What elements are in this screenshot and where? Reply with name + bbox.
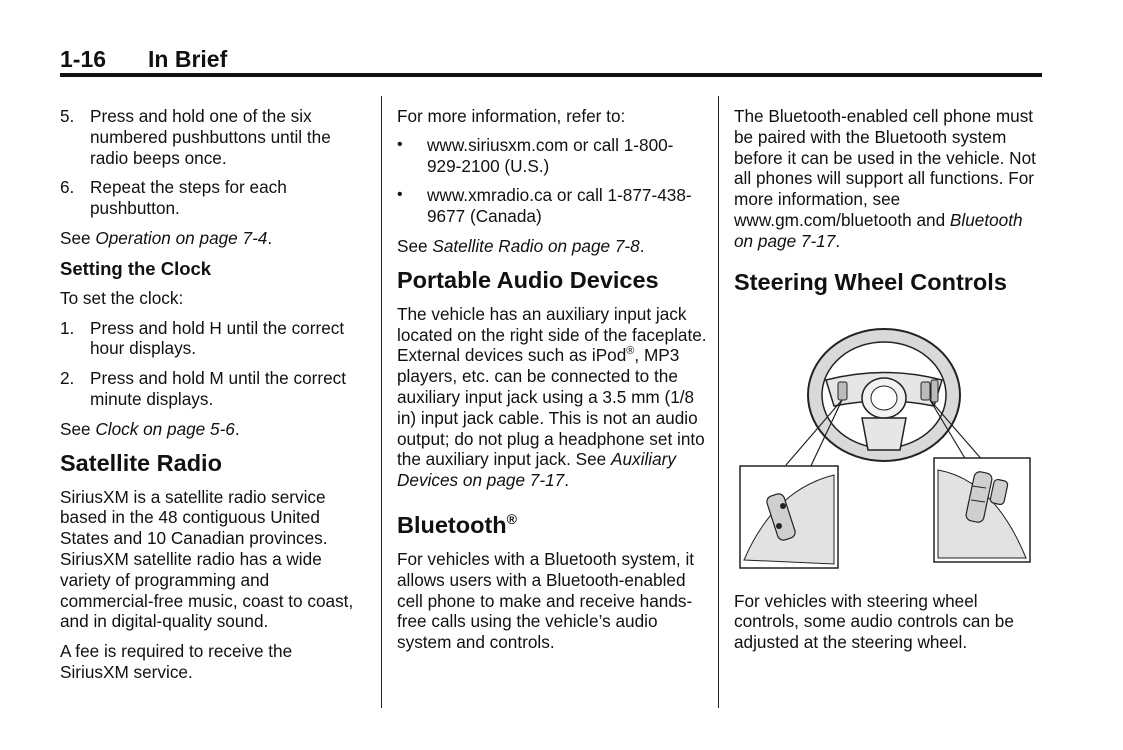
- see-clock-reference: [60, 419, 365, 440]
- steering-wheel-controls-heading: Steering Wheel Controls: [734, 268, 1007, 295]
- list-text: Press and hold H until the correct hour displays.: [90, 317, 345, 359]
- steering-wheel-figure: [734, 310, 1034, 575]
- left-controls-inset: [740, 466, 838, 568]
- xmradio-link[interactable]: www.xmradio.ca or call 1-877-438-9677 (Canada): [427, 185, 692, 227]
- satellite-radio-heading: Satellite Radio: [60, 449, 222, 476]
- page-header: [60, 44, 1042, 76]
- operation-link[interactable]: Operation on page 7-4: [95, 227, 268, 248]
- clock-intro: To set the clock:: [60, 287, 184, 308]
- bluetooth-link[interactable]: Bluetooth on page 7-17: [734, 209, 1023, 251]
- portable-audio-paragraph: [397, 304, 707, 491]
- siriusxm-link[interactable]: www.siriusxm.com or call 1-800-929-2100 (U.S.): [427, 134, 674, 176]
- bullet: •: [397, 135, 403, 153]
- list-number: 6.: [60, 177, 75, 198]
- satellite-radio-paragraph: SiriusXM is a satellite radio service based in the 48 contiguous United States and 10 Canadian provinces. SiriusXM satellite radio has a wide variety of programming and commercial-free music, coast to coast, and in digital-quality sound.: [60, 486, 354, 632]
- see-suffix: .: [639, 235, 645, 256]
- list-number: 2.: [60, 368, 75, 389]
- list-text: Repeat the steps for each pushbutton.: [90, 177, 287, 219]
- satellite-radio-link[interactable]: Satellite Radio on page 7-8: [432, 235, 640, 256]
- list-text: Press and hold M until the correct minute displays.: [90, 368, 347, 409]
- bluetooth-pairing-paragraph: [734, 106, 1044, 252]
- see-satellite-reference: [397, 236, 707, 257]
- steering-wheel-icon: [808, 329, 960, 461]
- see-operation-reference: [60, 228, 365, 249]
- right-controls-inset: [934, 458, 1030, 562]
- pairing-text: The Bluetooth-enabled cell phone must be paired with the Bluetooth system before it can be used in the vehicle. Not all phones will support all functions. For more information, see www.gm.com/bluetooth and: [734, 106, 1036, 230]
- see-suffix: .: [267, 227, 273, 248]
- auxiliary-devices-link[interactable]: Auxiliary Devices on page 7-17: [397, 449, 676, 491]
- see-prefix: See: [60, 418, 96, 439]
- setting-clock-heading: Setting the Clock: [60, 257, 212, 279]
- see-suffix: .: [234, 418, 240, 439]
- list-item: [60, 368, 365, 410]
- list-text: Press and hold one of the six numbered pushbuttons until the radio beeps once.: [90, 106, 331, 168]
- portable-audio-heading: Portable Audio Devices: [397, 266, 659, 293]
- more-info-intro: For more information, refer to:: [397, 106, 626, 126]
- preset-steps-list: [60, 106, 365, 219]
- steering-wheel-illustration: [734, 310, 1034, 575]
- links-list: [397, 135, 707, 227]
- bluetooth-heading: [397, 505, 707, 539]
- pairing-suffix: .: [835, 230, 841, 251]
- pad-suffix: .: [564, 470, 569, 491]
- satellite-fee-paragraph: A fee is required to receive the SiriusXM service.: [60, 641, 293, 682]
- list-number: 1.: [60, 317, 75, 338]
- pad-text-a: The vehicle has an auxiliary input jack located on the right side of the faceplate. External devices such as iPod: [397, 303, 707, 366]
- see-prefix: See: [60, 227, 96, 248]
- pad-text-b: , MP3 players, etc. can be connected to the auxiliary input jack using a 3.5 mm (1/8 in) input jack cable. This is not an audio output; do not plug a headphone set into the auxiliary input jack. See: [397, 345, 705, 470]
- clock-link[interactable]: Clock on page 5-6: [95, 418, 235, 439]
- list-item: [397, 135, 707, 177]
- column-divider: [381, 96, 382, 708]
- bluetooth-heading-text: Bluetooth: [397, 511, 507, 538]
- list-item: [60, 106, 365, 168]
- registered-mark: ®: [506, 510, 517, 527]
- steering-wheel-paragraph: For vehicles with steering wheel controls, some audio controls can be adjusted at the steering wheel.: [734, 590, 1014, 653]
- list-item: [60, 177, 365, 219]
- see-prefix: See: [397, 235, 433, 256]
- column-middle: [397, 106, 707, 662]
- clock-steps-list: [60, 318, 365, 410]
- header-rule: [60, 73, 1042, 77]
- column-divider: [718, 96, 719, 708]
- registered-mark: ®: [626, 345, 635, 358]
- list-item: [397, 185, 707, 227]
- section-title: In Brief: [148, 46, 228, 72]
- page-number: 1-16: [60, 46, 107, 72]
- list-item: [60, 318, 365, 360]
- list-number: 5.: [60, 106, 75, 126]
- bluetooth-paragraph: For vehicles with a Bluetooth system, it allows users with a Bluetooth-enabled cell phone to make and receive hands-free calls using the vehicle’s audio system and controls.: [397, 548, 695, 653]
- column-left: [60, 106, 365, 692]
- bullet: •: [397, 186, 403, 204]
- column-right: [734, 106, 1044, 662]
